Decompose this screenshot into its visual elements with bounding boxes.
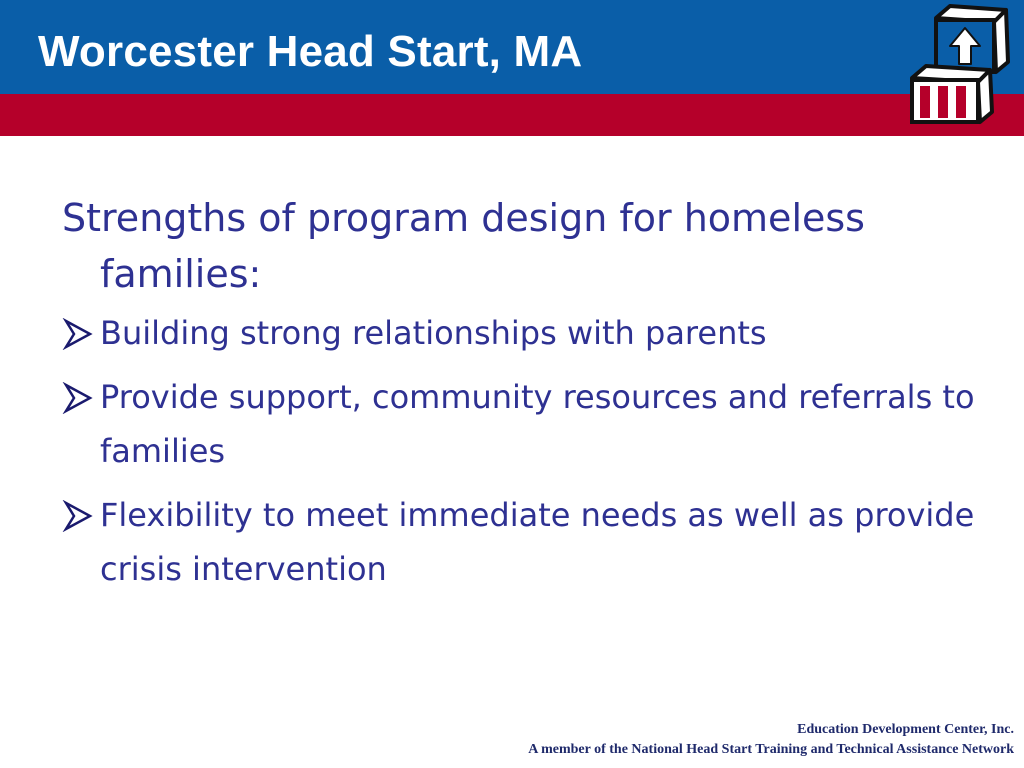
bullet-item [62,488,982,596]
arrow-bullet-icon [62,382,94,414]
intro-text: Strengths of program design for homeless families: [62,196,865,296]
bullet-text: Provide support, community resources and referrals to families [100,378,975,470]
bullet-item [62,306,982,360]
slide-title: Worcester Head Start, MA [38,27,583,76]
bullet-item [62,370,982,478]
building-blocks-logo-icon [906,4,1014,126]
slide-content [62,190,982,606]
arrow-bullet-icon [62,318,94,350]
footer [528,720,1014,760]
header-red-band [0,94,1024,136]
bullet-text: Building strong relationships with parents [100,314,767,352]
footer-network: A member of the National Head Start Training and Technical Assistance Network [528,742,1014,757]
footer-org: Education Development Center, Inc. [797,722,1014,737]
arrow-bullet-icon [62,500,94,532]
bullet-text: Flexibility to meet immediate needs as well as provide crisis intervention [100,496,975,588]
